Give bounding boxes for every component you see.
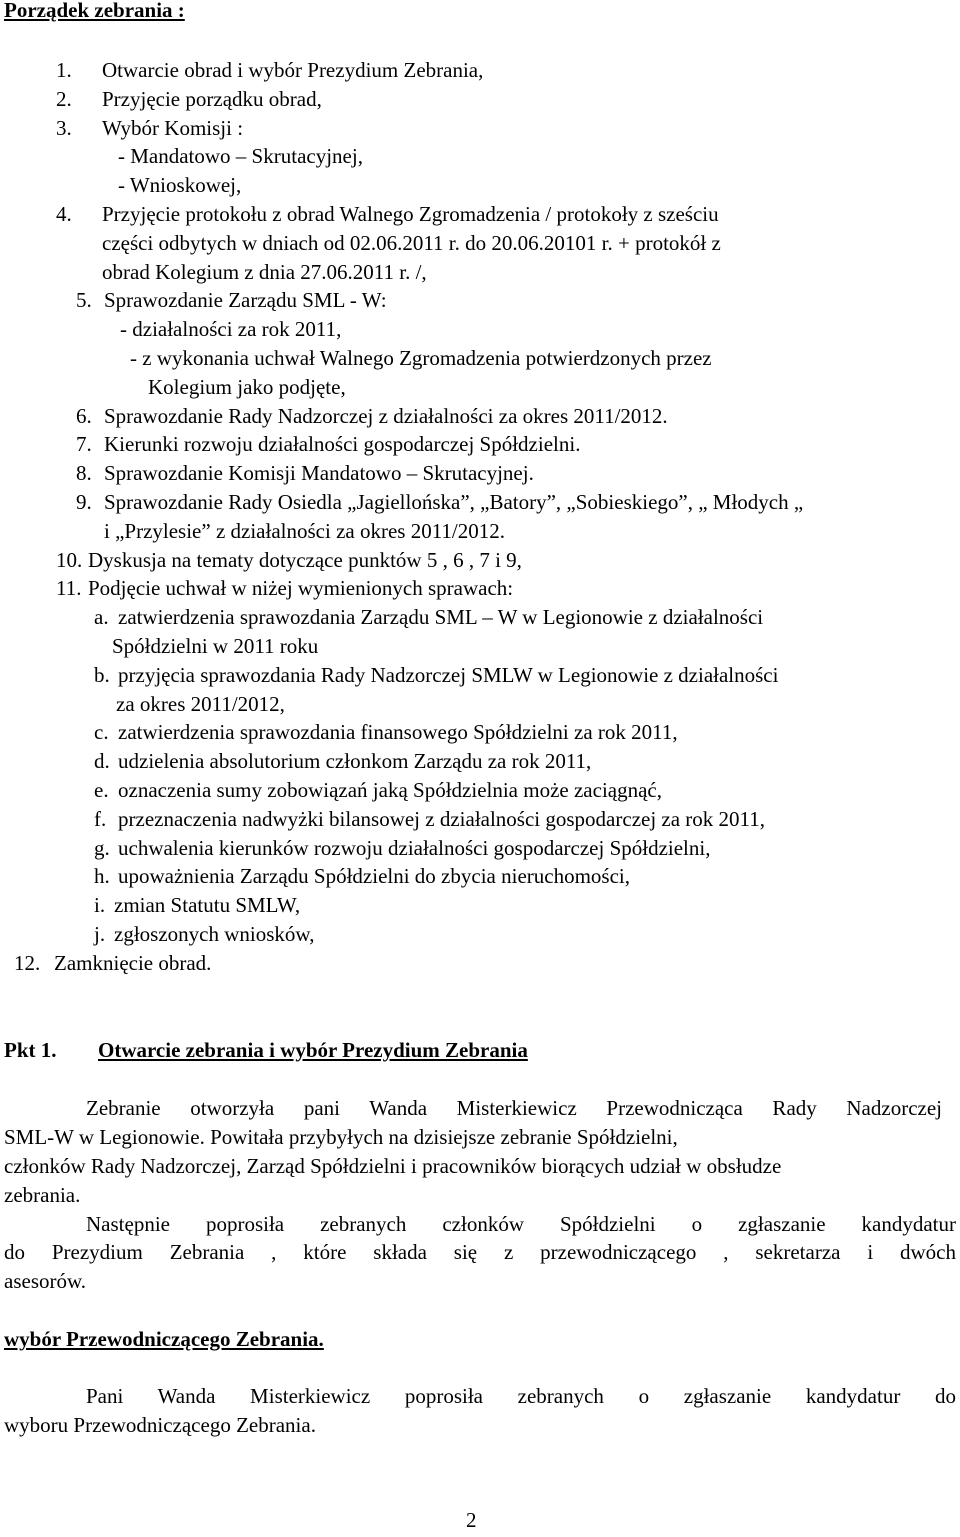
resolution-item-b: b. przyjęcia sprawozdania Rady Nadzorczej SMLW w Legionowie z działalności — [94, 663, 779, 687]
agenda-item-9-cont: i „Przylesie” z działalności za okres 2011/2012. — [104, 519, 505, 543]
resolution-item-i: i. zmian Statutu SMLW, — [94, 893, 301, 917]
section-label: Pkt 1. — [4, 1038, 57, 1062]
paragraph-line: Następnie poprosiła zebranych członków Spółdzielni o zgłaszanie kandydatur — [86, 1212, 956, 1236]
agenda-item-5: 5. Sprawozdanie Zarządu SML - W: — [76, 288, 387, 312]
resolution-item-cont: Spółdzielni w 2011 roku — [112, 634, 319, 658]
resolution-item-a: a. zatwierdzenia sprawozdania Zarządu SML – W w Legionowie z działalności — [94, 605, 764, 629]
agenda-item-6: 6. Sprawozdanie Rady Nadzorczej z działalności za okres 2011/2012. — [76, 404, 668, 428]
resolution-item-e: e. oznaczenia sumy zobowiązań jaką Spółdzielnia może zaciągnąć, — [94, 778, 662, 802]
agenda-item-9: 9. Sprawozdanie Rady Osiedla „Jagiellońska”, „Batory”, „Sobieskiego”, „ Młodych „ — [76, 490, 804, 514]
paragraph-line: SML-W w Legionowie. Powitała przybyłych na dzisiejsze zebranie Spółdzielni, — [4, 1125, 678, 1149]
page-number: 2 — [466, 1508, 477, 1532]
agenda-subitem-cont: Kolegium jako podjęte, — [148, 375, 346, 399]
agenda-subitem: - Wnioskowej, — [118, 173, 242, 197]
agenda-item-4-cont: części odbytych w dniach od 02.06.2011 r. do 20.06.20101 r. + protokół z — [102, 231, 721, 255]
agenda-subitem: - z wykonania uchwał Walnego Zgromadzenia potwierdzonych przez — [130, 346, 712, 370]
paragraph-line: asesorów. — [4, 1269, 87, 1293]
resolution-item-c: c. zatwierdzenia sprawozdania finansowego Spółdzielni za rok 2011, — [94, 720, 678, 744]
agenda-item-12: 12. Zamknięcie obrad. — [14, 951, 212, 975]
paragraph-line: do Prezydium Zebrania , które składa się z przewodniczącego , sekretarza i dwóch — [4, 1240, 956, 1264]
agenda-item-7: 7. Kierunki rozwoju działalności gospodarczej Spółdzielni. — [76, 432, 581, 456]
paragraph-line: zebrania. — [4, 1183, 81, 1207]
agenda-subitem: - Mandatowo – Skrutacyjnej, — [118, 144, 363, 168]
resolution-item-d: d. udzielenia absolutorium członkom Zarządu za rok 2011, — [94, 749, 592, 773]
paragraph-line: członków Rady Nadzorczej, Zarząd Spółdzielni i pracowników biorących udział w obsłudze — [4, 1154, 782, 1178]
section-title: Otwarcie zebrania i wybór Prezydium Zebrania — [98, 1038, 528, 1062]
resolution-item-g: g. uchwalenia kierunków rozwoju działalności gospodarczej Spółdzielni, — [94, 836, 711, 860]
paragraph-line: wyboru Przewodniczącego Zebrania. — [4, 1413, 316, 1437]
agenda-subitem: - działalności za rok 2011, — [120, 317, 342, 341]
resolution-item-h: h. upoważnienia Zarządu Spółdzielni do zbycia nieruchomości, — [94, 864, 630, 888]
agenda-item-1: 1. Otwarcie obrad i wybór Prezydium Zebrania, — [56, 58, 484, 82]
agenda-item-2: 2. Przyjęcie porządku obrad, — [56, 87, 322, 111]
resolution-item-f: f. przeznaczenia nadwyżki bilansowej z działalności gospodarczej za rok 2011, — [94, 807, 766, 831]
paragraph-line: Pani Wanda Misterkiewicz poprosiła zebranych o zgłaszanie kandydatur do — [86, 1384, 956, 1408]
resolution-item-cont: za okres 2011/2012, — [116, 692, 285, 716]
agenda-item-4-cont: obrad Kolegium z dnia 27.06.2011 r. /, — [102, 260, 427, 284]
resolution-item-j: j. zgłoszonych wniosków, — [94, 922, 315, 946]
agenda-item-3: 3. Wybór Komisji : — [56, 116, 244, 140]
agenda-item-10: 10. Dyskusja na tematy dotyczące punktów 5 , 6 , 7 i 9, — [56, 548, 522, 572]
paragraph-line: Zebranie otworzyła pani Wanda Misterkiewicz Przewodnicząca Rady Nadzorczej — [86, 1096, 942, 1120]
agenda-item-8: 8. Sprawozdanie Komisji Mandatowo – Skrutacyjnej. — [76, 461, 534, 485]
document-title: Porządek zebrania : — [4, 0, 185, 22]
agenda-item-11: 11. Podjęcie uchwał w niżej wymienionych sprawach: — [56, 576, 514, 600]
subheading: wybór Przewodniczącego Zebrania. — [4, 1327, 324, 1351]
agenda-item-4: 4. Przyjęcie protokołu z obrad Walnego Zgromadzenia / protokoły z sześciu — [56, 202, 719, 226]
